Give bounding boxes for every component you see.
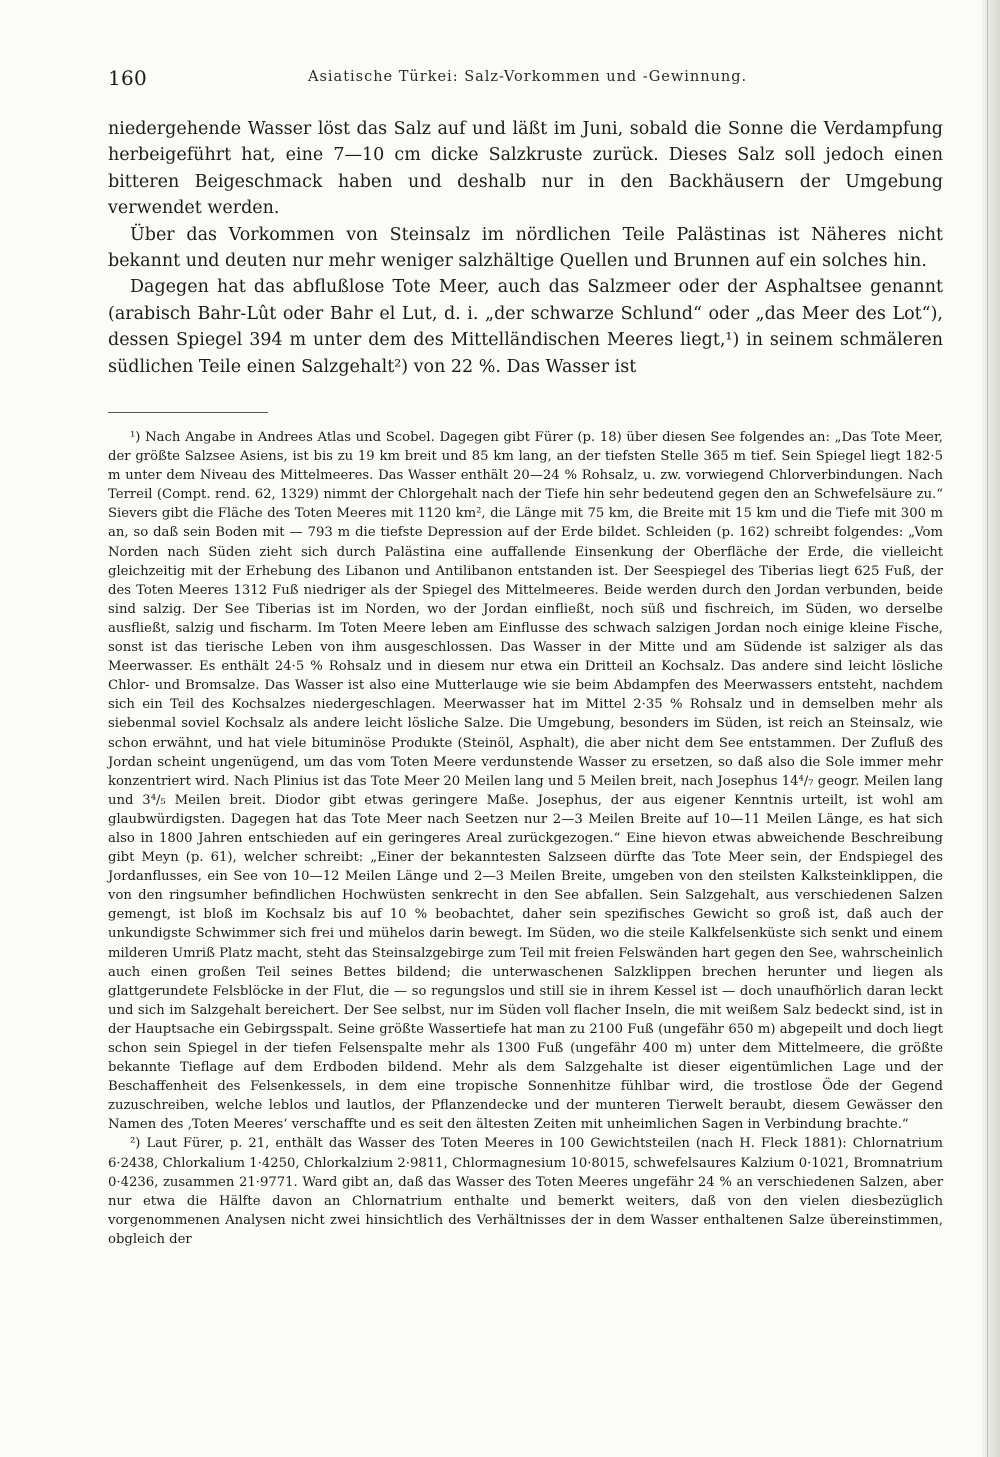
footnote-1: ¹) Nach Angabe in Andrees Atlas und Scobel. Dagegen gibt Fürer (p. 18) über diesen See folgendes an: „Das Tote Meer, der größte Salzsee Asiens, ist bis zu 19 km breit und 85 km lang, an der tiefsten Stelle 365 m tief. Sein Spiegel liegt 182·5 m unter dem Niveau des Mittelmeeres. Das Wasser enthält 20—24 % Rohsalz, u. zw. vorwiegend Chlorverbindungen. Nach Terreil (Compt. rend. 62, 1329) nimmt der Chlorgehalt nach der Tiefe hin sehr bedeutend gegen den an Schwefelsäure zu.“ Sievers gibt die Fläche des Toten Meeres mit 1120 km², die Länge mit 75 km, die Breite mit 15 km und die Tiefe mit 300 m an, so daß sein Boden mit — 793 m die tiefste Depression auf der Erde bildet. Schleiden (p. 162) schreibt folgendes: „Vom Norden nach Süden zieht sich durch Palästina eine auffallende Einsenkung der Oberfläche der Erde, die vielleicht gleichzeitig mit der Erhebung des Libanon und Antilibanon entstanden ist. Der Seespiegel des Tiberias liegt 625 Fuß, der des Toten Meeres 1312 Fuß niedriger als der Spiegel des Mittelmeeres. Beide werden durch den Jordan verbunden, beide sind salzig. Der See Tiberias ist im Norden, wo der Jordan einfließt, noch süß und fischreich, im Süden, wo derselbe ausfließt, salzig und fischarm. Im Toten Meere leben am Einflusse des schwach salzigen Jordan noch einige kleine Fische, sonst ist das tierische Leben von ihm ausgeschlossen. Das Wasser in der Mitte und am Südende ist salziger als das Meerwasser. Es enthält 24·5 % Rohsalz und in diesem nur etwa ein Dritteil an Kochsalz. Das andere sind leicht lösliche Chlor- und Bromsalze. Das Wasser ist also eine Mutterlauge wie sie beim Abdampfen des Meerwassers entsteht, nachdem sich ein Teil des Kochsalzes niedergeschlagen. Meerwasser hat im Mittel 2·35 % Rohsalz und in demselben mehr als siebenmal soviel Kochsalz als andere leicht lösliche Salze. Die Umgebung, besonders im Süden, ist reich an Steinsalz, wie schon erwähnt, und hat viele bituminöse Produkte (Steinöl, Asphalt), die aber nicht dem See entstammen. Der Zufluß des Jordan scheint ungenügend, um das vom Toten Meere verdunstende Wasser zu ersetzen, so daß also die Sole immer mehr konzentriert wird. Nach Plinius ist das Tote Meer 20 Meilen lang und 5 Meilen breit, nach Josephus 14⁴/₇ geogr. Meilen lang und 3⁴/₅ Meilen breit. Diodor gibt etwas geringere Maße. Josephus, der aus eigener Kenntnis urteilt, ist wohl am glaubwürdigsten. Dagegen hat das Tote Meer nach Seetzen nur 2—3 Meilen Breite auf 10—11 Meilen Länge, es hat sich also in 1800 Jahren entschieden auf ein geringeres Areal zurückgezogen.“ Eine hievon etwas abweichende Beschreibung gibt Meyn (p. 61), welcher schreibt: „Einer der bekanntesten Salzseen dürfte das Tote Meer sein, der Endspiegel des Jordanflusses, ein See von 10—12 Meilen Länge und 2—3 Meilen Breite, umgeben von den steilsten Kalksteinklippen, die von den ringsumher befindlichen Hochwüsten senkrecht in den See abfallen. Sein Salzgehalt, aus verschiedenen Salzen gemengt, ist bloß im Kochsalz bis auf 10 % beobachtet, daher sein spezifisches Gewicht so groß ist, daß auch der unkundigste Schwimmer sich frei und mühelos darin bewegt. Im Süden, wo die steile Kalkfelsenküste sich senkt und einem milderen Umriß Platz macht, steht das Steinsalzgebirge zum Teil mit freien Felswänden hart gegen den See, wahrscheinlich auch einen großen Teil seines Bettes bildend; die unterwaschenen Salzklippen brechen herunter und liegen als glattgerundete Felsblöcke in der Flut, die — so regungslos und still sie in ihrem Kessel ist — doch unaufhörlich daran leckt und sich im Salzgehalt bereichert. Der See selbst, nur im Süden voll flacher Inseln, die mit weißem Salz bedeckt sind, ist in der Hauptsache ein Gebirgsspalt. Seine größte Wassertiefe hat man zu 2100 Fuß (ungefähr 650 m) abgepeilt und doch liegt schon sein Spiegel in der tiefen Felsenspalte mehr als 1300 Fuß (ungefähr 400 m) unter dem Mittelmeere, die größte bekannte Tieflage auf dem Erdboden bildend. Mehr als dem Salzgehalte ist dieser eigentümlichen Lage und der Beschaffenheit des Felsenkessels, in dem eine tropische Sonnenhitze fühlbar wird, die trostlose Öde der Gegend zuzuschreiben, welche leblos und lautlos, der Pflanzendecke und der munteren Tierwelt beraubt, diesem Gewässer den Namen des ‚Toten Meeres‘ verschaffte und es seit den ältesten Zeiten mit unheimlichen Sagen in Verbindung brachte.“ bbox=[108, 430, 943, 1133]
footnotes bbox=[108, 428, 943, 1249]
page-number: 160 bbox=[108, 66, 148, 90]
running-head: Asiatische Türkei: Salz-Vorkommen und -Gewinnung. bbox=[308, 69, 748, 85]
page-edge-shadow bbox=[982, 0, 1000, 1457]
page-header bbox=[108, 66, 940, 94]
footnote-divider bbox=[108, 412, 268, 413]
paragraph-1: niedergehende Wasser löst das Salz auf und läßt im Juni, sobald die Sonne die Verdampfung herbeigeführt hat, eine 7—10 cm dicke Salzkruste zurück. Dieses Salz soll jedoch einen bitteren Beigeschmack haben und deshalb nur in den Backhäusern der Umgebung verwendet werden. bbox=[108, 119, 943, 219]
paragraph-3: Dagegen hat das abflußlose Tote Meer, auch das Salzmeer oder der Asphaltsee genannt (arabisch Bahr-Lût oder Bahr el Lut, d. i. „der schwarze Schlund“ oder „das Meer des Lot“), dessen Spiegel 394 m unter dem des Mittelländischen Meeres liegt,¹) in seinem schmäleren südlichen Teile einen Salzgehalt²) von 22 %. Das Wasser ist bbox=[108, 277, 943, 377]
footnote-2: ²) Laut Fürer, p. 21, enthält das Wasser des Toten Meeres in 100 Gewichtsteilen (nach H. Fleck 1881): Chlornatrium 6·2438, Chlorkalium 1·4250, Chlorkalzium 2·9811, Chlormagnesium 10·8015, schwefelsaures Kalzium 0·1021, Bromnatrium 0·4236, zusammen 21·9771. Ward gibt an, daß das Wasser des Toten Meeres ungefähr 24 % an verschiedenen Salzen, aber nur etwa die Hälfte davon an Chlornatrium enthalte und bemerkt weiters, daß von den vielen diesbezüglich vorgenommenen Analysen nicht zwei hinsichtlich des Verhältnisses der in dem Wasser enthaltenen Salze übereinstimmen, obgleich der bbox=[108, 1136, 943, 1247]
page-edge-line bbox=[987, 0, 988, 1457]
paragraph-2: Über das Vorkommen von Steinsalz im nördlichen Teile Palästinas ist Näheres nicht bekannt und deuten nur mehr weniger salzhältige Quellen und Brunnen auf ein solches hin. bbox=[108, 224, 943, 272]
main-text bbox=[108, 116, 943, 380]
